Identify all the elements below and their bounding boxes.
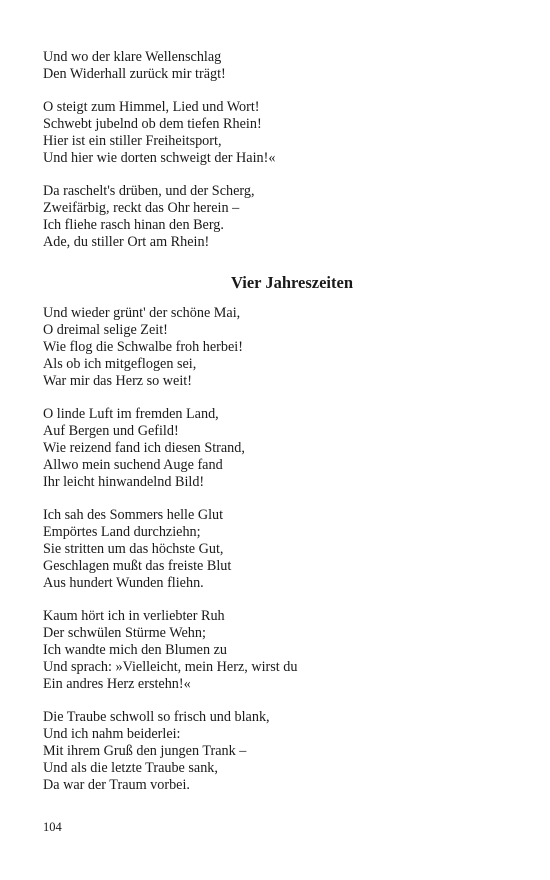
stanza: [43, 507, 523, 592]
verse-line: Ich sah des Sommers helle Glut: [43, 507, 224, 523]
verse-line: Allwo mein suchend Auge fand: [43, 457, 223, 473]
verse-line: Wie reizend fand ich diesen Strand,: [43, 440, 245, 456]
verse-line: Wie flog die Schwalbe froh herbei!: [43, 339, 243, 355]
verse-line: O dreimal selige Zeit!: [43, 322, 168, 338]
verse-line: Empörtes Land durchziehn;: [43, 524, 201, 540]
stanza: [43, 608, 523, 693]
stanza: [43, 406, 523, 491]
verse-line: Und ich nahm beiderlei:: [43, 726, 181, 742]
verse-line: Aus hundert Wunden fliehn.: [43, 575, 204, 591]
poem-ending: [43, 49, 523, 251]
verse-line: Und wieder grünt' der schöne Mai,: [43, 305, 241, 321]
verse-line: Ich fliehe rasch hinan den Berg.: [43, 217, 224, 233]
verse-line: Die Traube schwoll so frisch und blank,: [43, 709, 270, 725]
verse-line: Und als die letzte Traube sank,: [43, 760, 218, 776]
verse-line: Da raschelt's drüben, und der Scherg,: [43, 183, 255, 199]
verse-line: Ich wandte mich den Blumen zu: [43, 642, 227, 658]
page-number: 104: [43, 820, 62, 834]
verse-line: Der schwülen Stürme Wehn;: [43, 625, 206, 641]
stanza: [43, 183, 523, 251]
verse-line: Da war der Traum vorbei.: [43, 777, 190, 793]
verse-line: Auf Bergen und Gefild!: [43, 423, 179, 439]
verse-line: War mir das Herz so weit!: [43, 373, 192, 389]
page-text: [43, 49, 523, 810]
verse-line: Kaum hört ich in verliebter Ruh: [43, 608, 225, 624]
verse-line: Ihr leicht hinwandelnd Bild!: [43, 474, 205, 490]
verse-line: Zweifärbig, reckt das Ohr herein –: [43, 200, 240, 216]
verse-line: Und wo der klare Wellenschlag: [43, 49, 222, 65]
verse-line: Schwebt jubelnd ob dem tiefen Rhein!: [43, 116, 262, 132]
verse-line: Sie stritten um das höchste Gut,: [43, 541, 224, 557]
verse-line: Und hier wie dorten schweigt der Hain!«: [43, 150, 276, 166]
stanza: [43, 99, 523, 167]
stanza: [43, 709, 523, 794]
stanza: [43, 305, 523, 390]
verse-line: Ein andres Herz erstehn!«: [43, 676, 191, 692]
verse-line: Hier ist ein stiller Freiheitsport,: [43, 133, 222, 149]
verse-line: Ade, du stiller Ort am Rhein!: [43, 234, 210, 250]
poem-body: [43, 305, 523, 794]
verse-line: Als ob ich mitgeflogen sei,: [43, 356, 197, 372]
poem-title: Vier Jahreszeiten: [230, 273, 354, 292]
verse-line: Den Widerhall zurück mir trägt!: [43, 66, 226, 82]
verse-line: Geschlagen mußt das freiste Blut: [43, 558, 232, 574]
verse-line: Und sprach: »Vielleicht, mein Herz, wirst du: [43, 659, 298, 675]
verse-line: O linde Luft im fremden Land,: [43, 406, 219, 422]
stanza: [43, 49, 523, 83]
verse-line: Mit ihrem Gruß den jungen Trank –: [43, 743, 247, 759]
verse-line: O steigt zum Himmel, Lied und Wort!: [43, 99, 260, 115]
